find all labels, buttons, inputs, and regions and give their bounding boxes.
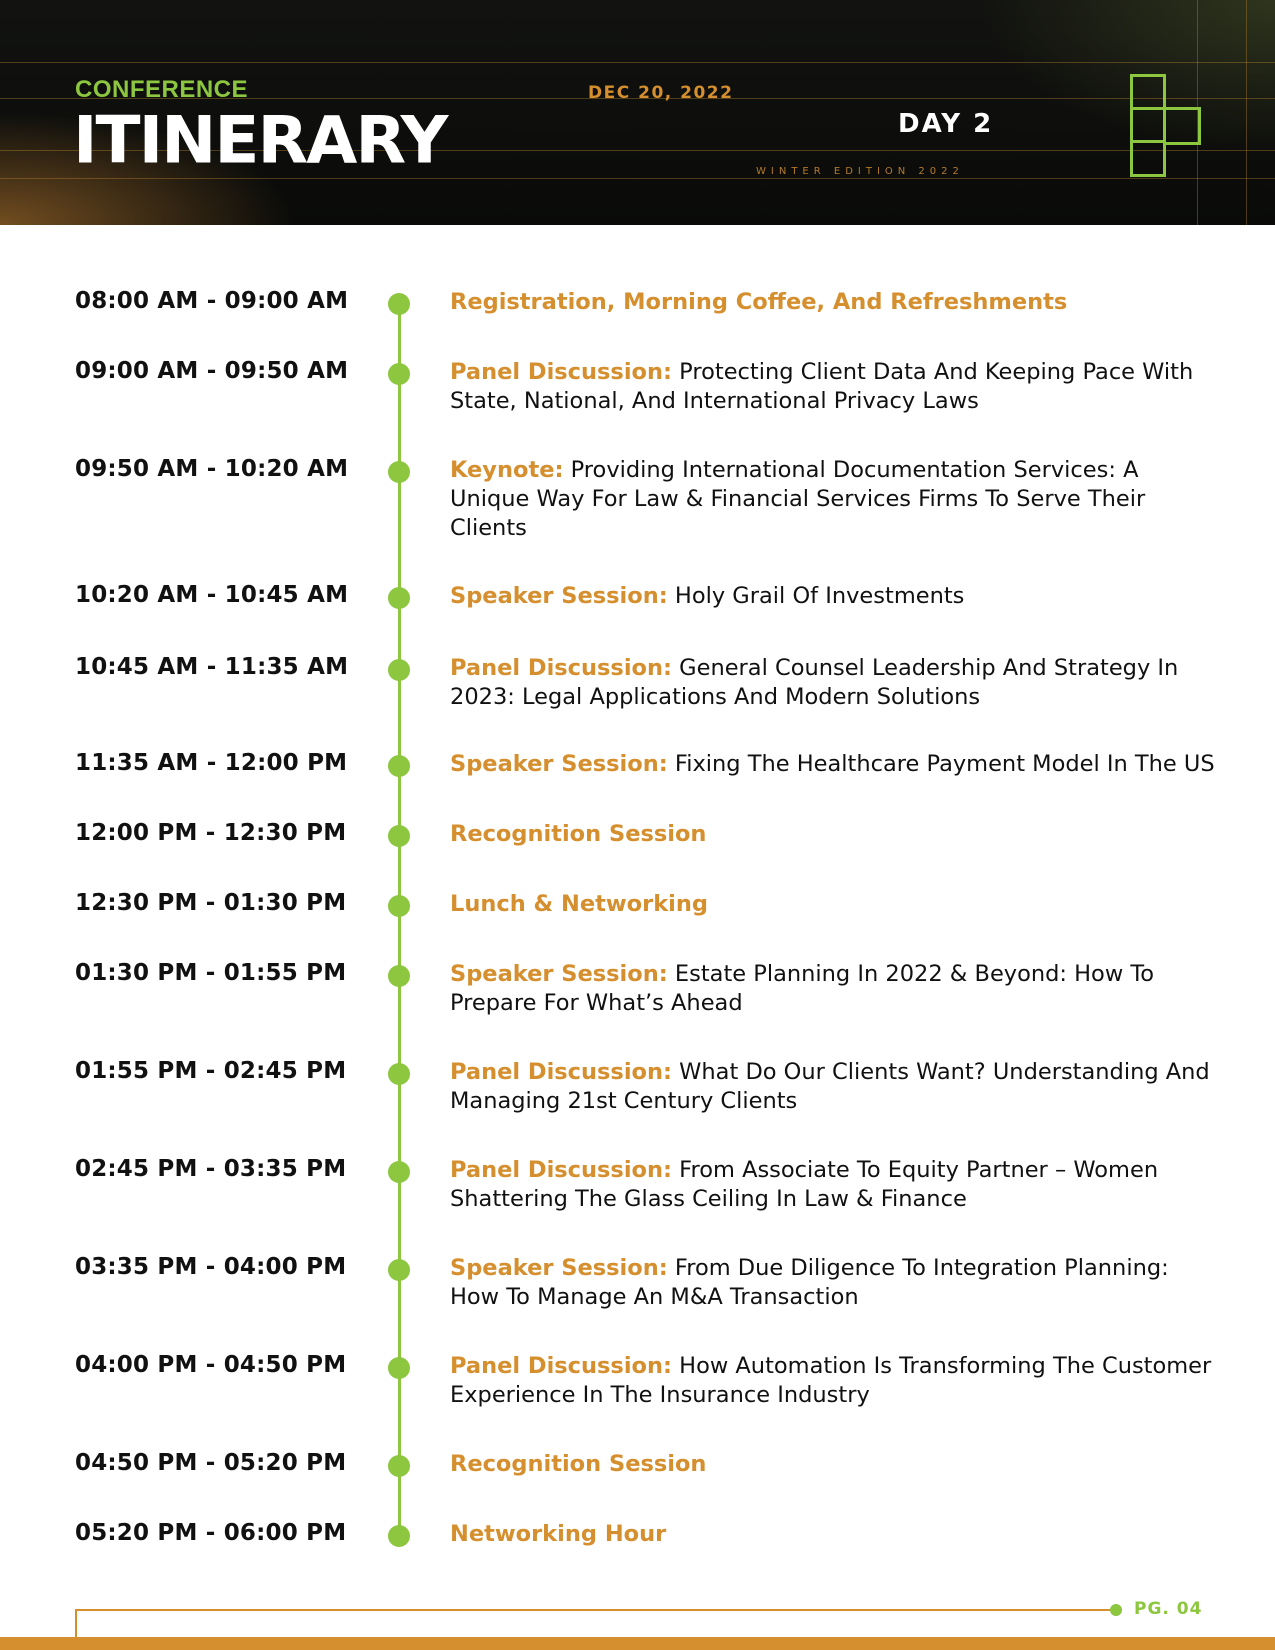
timeline-dot bbox=[388, 965, 410, 987]
time-range: 12:00 PM - 12:30 PM bbox=[75, 820, 347, 846]
timeline-dot bbox=[388, 293, 410, 315]
timeline-dot bbox=[388, 1063, 410, 1085]
session-title: Protecting Client Data And Keeping Pace With State, National, And International Privacy Laws bbox=[450, 359, 1194, 414]
session-text bbox=[450, 654, 1220, 712]
timeline-dot bbox=[388, 1525, 410, 1547]
session-title: From Associate To Equity Partner – Women Shattering The Glass Ceiling In Law & Finance bbox=[450, 1157, 1159, 1212]
session-type: Panel Discussion: bbox=[450, 359, 673, 385]
session-title: Fixing The Healthcare Payment Model In The US bbox=[674, 751, 1215, 777]
timeline-dot bbox=[388, 1455, 410, 1477]
timeline-dot bbox=[388, 461, 410, 483]
time-range: 09:00 AM - 09:50 AM bbox=[75, 358, 349, 384]
timeline-dot bbox=[388, 587, 410, 609]
time-range: 09:50 AM - 10:20 AM bbox=[75, 456, 349, 482]
session-type: Speaker Session: bbox=[450, 751, 668, 777]
session-text bbox=[450, 960, 1220, 1018]
timeline-dot bbox=[388, 1357, 410, 1379]
session-text bbox=[450, 1352, 1220, 1410]
session-text bbox=[450, 750, 1220, 779]
footer-rule bbox=[75, 1609, 1117, 1611]
session-title: What Do Our Clients Want? Understanding And Managing 21st Century Clients bbox=[450, 1059, 1210, 1114]
page-number: PG. 04 bbox=[1134, 1599, 1203, 1619]
time-range: 12:30 PM - 01:30 PM bbox=[75, 890, 347, 916]
edition-label: WINTER EDITION 2022 bbox=[756, 166, 964, 177]
footer-dot bbox=[1110, 1604, 1122, 1616]
session-type: Registration, Morning Coffee, And Refreshments bbox=[450, 289, 1068, 315]
event-date: DEC 20, 2022 bbox=[588, 83, 734, 103]
session-text bbox=[450, 1156, 1220, 1214]
grid-line bbox=[0, 62, 1275, 63]
time-range: 10:20 AM - 10:45 AM bbox=[75, 582, 349, 608]
session-type: Recognition Session bbox=[450, 1451, 707, 1477]
header-banner bbox=[0, 0, 1275, 225]
grid-line bbox=[1246, 0, 1247, 225]
session-text bbox=[450, 1254, 1220, 1312]
session-type: Networking Hour bbox=[450, 1521, 667, 1547]
time-range: 11:35 AM - 12:00 PM bbox=[75, 750, 348, 776]
conference-label: CONFERENCE bbox=[75, 76, 249, 103]
session-type: Keynote: bbox=[450, 457, 564, 483]
timeline-dot bbox=[388, 659, 410, 681]
session-type: Panel Discussion: bbox=[450, 1157, 673, 1183]
session-text bbox=[450, 890, 1220, 919]
timeline-dot bbox=[388, 755, 410, 777]
time-range: 02:45 PM - 03:35 PM bbox=[75, 1156, 347, 1182]
session-type: Recognition Session bbox=[450, 821, 707, 847]
session-text bbox=[450, 358, 1220, 416]
session-title: Estate Planning In 2022 & Beyond: How To Prepare For What’s Ahead bbox=[450, 961, 1155, 1016]
day-label: DAY 2 bbox=[898, 109, 994, 139]
time-range: 04:00 PM - 04:50 PM bbox=[75, 1352, 347, 1378]
session-title: General Counsel Leadership And Strategy In 2023: Legal Applications And Modern Solutions bbox=[450, 655, 1179, 710]
page-title: ITINERARY bbox=[73, 102, 447, 179]
session-type: Panel Discussion: bbox=[450, 1353, 673, 1379]
session-text bbox=[450, 456, 1220, 543]
timeline-dot bbox=[388, 1161, 410, 1183]
logo-squares-icon bbox=[1130, 74, 1202, 178]
session-title: Providing International Documentation Services: A Unique Way For Law & Financial Services Firms To Serve Their Clients bbox=[450, 457, 1146, 541]
time-range: 10:45 AM - 11:35 AM bbox=[75, 654, 349, 680]
session-title: Holy Grail Of Investments bbox=[674, 583, 965, 609]
session-type: Speaker Session: bbox=[450, 583, 668, 609]
session-type: Panel Discussion: bbox=[450, 1059, 673, 1085]
session-text bbox=[450, 1450, 1220, 1479]
session-type: Lunch & Networking bbox=[450, 891, 709, 917]
time-range: 03:35 PM - 04:00 PM bbox=[75, 1254, 347, 1280]
time-range: 05:20 PM - 06:00 PM bbox=[75, 1520, 347, 1546]
session-text bbox=[450, 582, 1220, 611]
bottom-bar bbox=[0, 1637, 1275, 1650]
session-text bbox=[450, 288, 1220, 317]
timeline-dot bbox=[388, 1259, 410, 1281]
time-range: 04:50 PM - 05:20 PM bbox=[75, 1450, 347, 1476]
timeline-dot bbox=[388, 825, 410, 847]
session-text bbox=[450, 1520, 1220, 1549]
session-title: From Due Diligence To Integration Planning: How To Manage An M&A Transaction bbox=[450, 1255, 1169, 1310]
time-range: 01:30 PM - 01:55 PM bbox=[75, 960, 347, 986]
time-range: 08:00 AM - 09:00 AM bbox=[75, 288, 349, 314]
time-range: 01:55 PM - 02:45 PM bbox=[75, 1058, 347, 1084]
session-text bbox=[450, 1058, 1220, 1116]
session-title: How Automation Is Transforming The Customer Experience In The Insurance Industry bbox=[450, 1353, 1212, 1408]
timeline-dot bbox=[388, 895, 410, 917]
session-type: Panel Discussion: bbox=[450, 655, 673, 681]
timeline-dot bbox=[388, 363, 410, 385]
session-type: Speaker Session: bbox=[450, 961, 668, 987]
session-text bbox=[450, 820, 1220, 849]
session-type: Speaker Session: bbox=[450, 1255, 668, 1281]
